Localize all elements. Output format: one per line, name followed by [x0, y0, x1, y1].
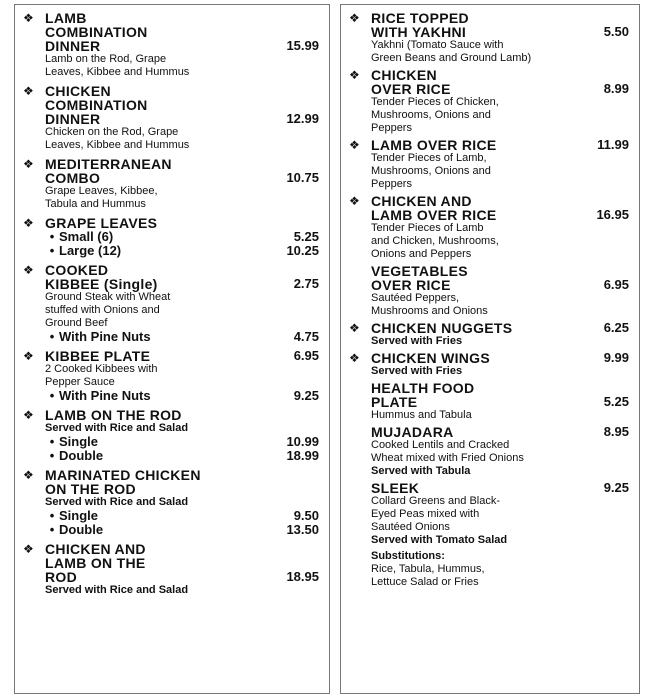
- menu-item-body: [371, 351, 631, 378]
- menu-item-description: Chicken on the Rod, Grape: [45, 126, 179, 138]
- menu-item-row: [23, 11, 321, 79]
- size-option-label: Single: [59, 434, 99, 449]
- menu-item-description: Eyed Peas mixed with: [371, 508, 480, 520]
- size-option-label: Double: [59, 522, 104, 537]
- menu-item-price: 5.50: [603, 24, 629, 39]
- menu-item-description: Ground Steak with Wheat: [45, 291, 171, 303]
- diamond-icon: ❖: [23, 157, 34, 171]
- menu-item-price: 8.99: [603, 81, 629, 96]
- menu-item-name-line: KIBBEE (Single): [45, 276, 158, 292]
- menu-item-description: Wheat mixed with Fried Onions: [371, 452, 524, 464]
- served-with-note: Served with Rice and Salad: [45, 496, 189, 508]
- menu-item-row: [349, 481, 631, 547]
- menu-item-row: [349, 11, 631, 65]
- menu-item-description: Collard Greens and Black-: [371, 495, 501, 507]
- menu-item-row: [349, 68, 631, 135]
- menu-item: [23, 408, 321, 463]
- menu-item-name: [45, 408, 321, 422]
- menu-item-description: Leaves, Kibbee and Hummus: [45, 139, 190, 151]
- menu-item-name-line: LAMB: [45, 10, 87, 26]
- menu-item-name-line: COMBINATION: [45, 24, 148, 40]
- menu-item-price: 6.95: [603, 277, 629, 292]
- menu-item-name-line: LAMB ON THE ROD: [45, 407, 182, 423]
- menu-item-name-line: CHICKEN AND: [371, 193, 472, 209]
- menu-item-name-line: DINNER: [45, 111, 101, 127]
- menu-item-description: Pepper Sauce: [45, 376, 115, 388]
- size-option: [45, 244, 321, 258]
- menu-item-name: [371, 321, 631, 335]
- menu-item-name-line: LAMB OVER RICE: [371, 137, 497, 153]
- menu-item-price: 9.25: [603, 480, 629, 495]
- menu-item-name: [371, 138, 631, 152]
- size-option: [45, 330, 321, 344]
- menu-item-body: [371, 425, 631, 478]
- menu-item-row: [23, 542, 321, 597]
- menu-item: [349, 138, 631, 191]
- menu-item-row: [23, 263, 321, 344]
- menu-item: [349, 264, 631, 318]
- menu-item-price: 9.99: [603, 350, 629, 365]
- menu-item-name: [45, 84, 321, 126]
- size-option: [45, 523, 321, 537]
- menu-item-description: Mushrooms, Onions and: [371, 165, 491, 177]
- menu-item-name-line: LAMB OVER RICE: [371, 207, 497, 223]
- menu-item-description: Ground Beef: [45, 317, 108, 329]
- menu-item-name: [371, 351, 631, 365]
- substitutions-body: [371, 550, 631, 589]
- menu-item-name: [371, 481, 631, 495]
- menu-item-description: Cooked Lentils and Cracked: [371, 439, 510, 451]
- menu-item-name: [371, 68, 631, 96]
- size-option-price: 18.99: [286, 448, 319, 463]
- menu-item-body: [45, 216, 321, 258]
- menu-item-body: [45, 542, 321, 597]
- menu-item-description: Tender Pieces of Lamb,: [371, 152, 487, 164]
- menu-item-description: Mushrooms, Onions and: [371, 109, 491, 121]
- size-option-label: Large (12): [59, 243, 122, 258]
- menu-item-name-line: WITH YAKHNI: [371, 24, 467, 40]
- menu-item-row: [349, 138, 631, 191]
- size-option: [45, 230, 321, 244]
- substitutions-line: Rice, Tabula, Hummus,: [371, 563, 485, 575]
- menu-item-row: [23, 408, 321, 463]
- menu-item-name-line: CHICKEN NUGGETS: [371, 320, 513, 336]
- menu-item: [23, 84, 321, 152]
- size-option-price: 9.25: [293, 388, 319, 403]
- menu-item-name-line: ROD: [45, 569, 78, 585]
- menu-item-name: [45, 468, 321, 496]
- menu-item: [349, 11, 631, 65]
- menu-item-name-line: ON THE ROD: [45, 481, 136, 497]
- menu-item-name: [45, 349, 321, 363]
- size-option-label: Double: [59, 448, 104, 463]
- menu-item: [349, 321, 631, 348]
- menu-item-name: [371, 381, 631, 409]
- menu-item-name-line: MUJADARA: [371, 424, 454, 440]
- diamond-icon: ❖: [349, 11, 360, 25]
- size-option: [45, 435, 321, 449]
- menu-item-price: 6.95: [293, 348, 319, 363]
- menu-item-price: 11.99: [597, 137, 629, 152]
- menu-item-price: 16.95: [596, 207, 629, 222]
- served-with-note: Served with Tabula: [371, 465, 471, 477]
- diamond-icon: ❖: [349, 68, 360, 82]
- menu-item-name-line: COMBO: [45, 170, 101, 186]
- menu-item-description: Tender Pieces of Chicken,: [371, 96, 499, 108]
- menu-item-row: [349, 351, 631, 378]
- menu-item-name-line: HEALTH FOOD: [371, 380, 475, 396]
- menu-item-row: [23, 468, 321, 537]
- diamond-icon: ❖: [23, 349, 34, 363]
- menu-item-body: [45, 11, 321, 79]
- menu-item-name: [45, 11, 321, 53]
- menu-item-name-line: MEDITERRANEAN: [45, 156, 172, 172]
- bullet-icon: •: [49, 329, 55, 344]
- size-option: [45, 389, 321, 403]
- menu-item-name-line: OVER RICE: [371, 277, 451, 293]
- menu-item-body: [371, 138, 631, 191]
- menu-column-right: [340, 4, 640, 694]
- served-with-note: Served with Fries: [371, 335, 463, 347]
- menu-item: [23, 468, 321, 537]
- diamond-icon: ❖: [23, 468, 34, 482]
- menu-item: [23, 263, 321, 344]
- size-option: [45, 449, 321, 463]
- menu-item-body: [45, 349, 321, 403]
- diamond-icon: ❖: [23, 84, 34, 98]
- diamond-icon: ❖: [23, 216, 34, 230]
- menu-item-name-line: PLATE: [371, 394, 418, 410]
- menu-item-price: 8.95: [603, 424, 629, 439]
- menu-item-description: Grape Leaves, Kibbee,: [45, 185, 158, 197]
- bullet-icon: •: [49, 522, 55, 537]
- menu-item-description: and Chicken, Mushrooms,: [371, 235, 499, 247]
- diamond-icon: ❖: [349, 194, 360, 208]
- menu-item: [23, 542, 321, 597]
- menu-item-name-line: CHICKEN: [371, 67, 437, 83]
- menu-item-name-line: VEGETABLES: [371, 263, 468, 279]
- substitutions-block: [349, 550, 631, 589]
- menu-item-body: [45, 263, 321, 344]
- substitutions-line: Lettuce Salad or Fries: [371, 576, 479, 588]
- menu-column-left: [14, 4, 330, 694]
- bullet-icon: •: [49, 243, 55, 258]
- menu-item-description: Yakhni (Tomato Sauce with: [371, 39, 504, 51]
- menu-item-body: [45, 408, 321, 463]
- substitutions-row: [349, 550, 631, 589]
- diamond-icon: ❖: [23, 11, 34, 25]
- size-option-price: 5.25: [293, 229, 319, 244]
- size-option-price: 4.75: [293, 329, 319, 344]
- menu-item-name-line: COOKED: [45, 262, 109, 278]
- menu-item-name: [371, 11, 631, 39]
- bullet-icon: •: [49, 229, 55, 244]
- menu-item-row: [349, 321, 631, 348]
- menu-item-price: 5.25: [603, 394, 629, 409]
- menu-item-name-line: RICE TOPPED: [371, 10, 469, 26]
- diamond-icon: ❖: [349, 351, 360, 365]
- menu-item-row: [349, 381, 631, 422]
- menu-item-description: Sautéed Peppers,: [371, 292, 460, 304]
- menu-item: [349, 194, 631, 261]
- menu-item: [23, 157, 321, 211]
- size-option-label: With Pine Nuts: [59, 329, 151, 344]
- menu-item-name-line: MARINATED CHICKEN: [45, 467, 201, 483]
- diamond-icon: ❖: [23, 542, 34, 556]
- bullet-icon: •: [49, 448, 55, 463]
- size-option-price: 10.25: [286, 243, 319, 258]
- menu-item-body: [371, 481, 631, 547]
- menu-item-name-line: LAMB ON THE: [45, 555, 146, 571]
- menu-item-name: [45, 263, 321, 291]
- menu-item-name-line: KIBBEE PLATE: [45, 348, 151, 364]
- menu-item: [23, 349, 321, 403]
- menu-item-name-line: DINNER: [45, 38, 101, 54]
- served-with-note: Served with Tomato Salad: [371, 534, 508, 546]
- menu-item-name-line: GRAPE LEAVES: [45, 215, 158, 231]
- bullet-icon: •: [49, 434, 55, 449]
- menu-item-body: [45, 84, 321, 152]
- menu-item-body: [45, 468, 321, 537]
- menu-item-row: [23, 157, 321, 211]
- size-option: [45, 509, 321, 523]
- menu-item-body: [371, 11, 631, 65]
- size-option-price: 9.50: [293, 508, 319, 523]
- served-with-note: Served with Rice and Salad: [45, 422, 189, 434]
- menu-item: [23, 216, 321, 258]
- diamond-icon: ❖: [349, 138, 360, 152]
- menu-item-description: Lamb on the Rod, Grape: [45, 53, 167, 65]
- menu-item-description: Peppers: [371, 178, 412, 190]
- menu-item-name: [371, 425, 631, 439]
- menu-item-name-line: CHICKEN AND: [45, 541, 146, 557]
- size-option-label: Small (6): [59, 229, 114, 244]
- menu-item-name-line: CHICKEN: [45, 83, 111, 99]
- menu-item-price: 10.75: [286, 170, 319, 185]
- menu-item-body: [371, 321, 631, 348]
- menu-item-price: 6.25: [603, 320, 629, 335]
- menu-item-description: 2 Cooked Kibbees with: [45, 363, 158, 375]
- menu-item-name: [45, 157, 321, 185]
- menu-item-body: [371, 194, 631, 261]
- menu-item: [349, 381, 631, 422]
- menu-item-name: [45, 542, 321, 584]
- menu-item-name: [45, 216, 321, 230]
- menu-item: [349, 481, 631, 547]
- menu-item-description: Onions and Peppers: [371, 248, 472, 260]
- menu-item-row: [23, 216, 321, 258]
- menu-item-body: [371, 381, 631, 422]
- menu-item-name: [371, 264, 631, 292]
- menu-item-body: [45, 157, 321, 211]
- menu-item-description: Peppers: [371, 122, 412, 134]
- menu-item-row: [349, 264, 631, 318]
- served-with-note: Served with Fries: [371, 365, 463, 377]
- size-option-label: With Pine Nuts: [59, 388, 151, 403]
- menu-item-description: Leaves, Kibbee and Hummus: [45, 66, 190, 78]
- size-option-price: 10.99: [286, 434, 319, 449]
- served-with-note: Served with Rice and Salad: [45, 584, 189, 596]
- menu-item-body: [371, 68, 631, 135]
- size-option-label: Single: [59, 508, 99, 523]
- menu-item-name-line: CHICKEN WINGS: [371, 350, 491, 366]
- menu-item-price: 15.99: [286, 38, 319, 53]
- menu-item-row: [23, 84, 321, 152]
- diamond-icon: ❖: [23, 408, 34, 422]
- menu-item-price: 18.95: [286, 569, 319, 584]
- menu-item-description: Tabula and Hummus: [45, 198, 146, 210]
- menu-item-row: [349, 194, 631, 261]
- menu-item: [349, 68, 631, 135]
- menu-item-price: 12.99: [286, 111, 319, 126]
- menu-item: [23, 11, 321, 79]
- menu-item-row: [349, 425, 631, 478]
- menu-item-name-line: SLEEK: [371, 480, 420, 496]
- menu-item-row: [23, 349, 321, 403]
- menu-item-description: Tender Pieces of Lamb: [371, 222, 484, 234]
- menu-item-description: Green Beans and Ground Lamb): [371, 52, 532, 64]
- diamond-icon: ❖: [23, 263, 34, 277]
- size-option-price: 13.50: [286, 522, 319, 537]
- bullet-icon: •: [49, 508, 55, 523]
- menu-item-name: [371, 194, 631, 222]
- bullet-icon: •: [49, 388, 55, 403]
- menu-item-name-line: OVER RICE: [371, 81, 451, 97]
- substitutions-title: Substitutions:: [371, 550, 445, 562]
- menu-item-name-line: COMBINATION: [45, 97, 148, 113]
- diamond-icon: ❖: [349, 321, 360, 335]
- menu-item-description: Sautéed Onions: [371, 521, 450, 533]
- menu-item-description: Mushrooms and Onions: [371, 305, 488, 317]
- menu-item: [349, 425, 631, 478]
- menu-item-description: stuffed with Onions and: [45, 304, 160, 316]
- menu-item-body: [371, 264, 631, 318]
- menu-item-description: Hummus and Tabula: [371, 409, 472, 421]
- menu-item: [349, 351, 631, 378]
- menu-item-price: 2.75: [293, 276, 319, 291]
